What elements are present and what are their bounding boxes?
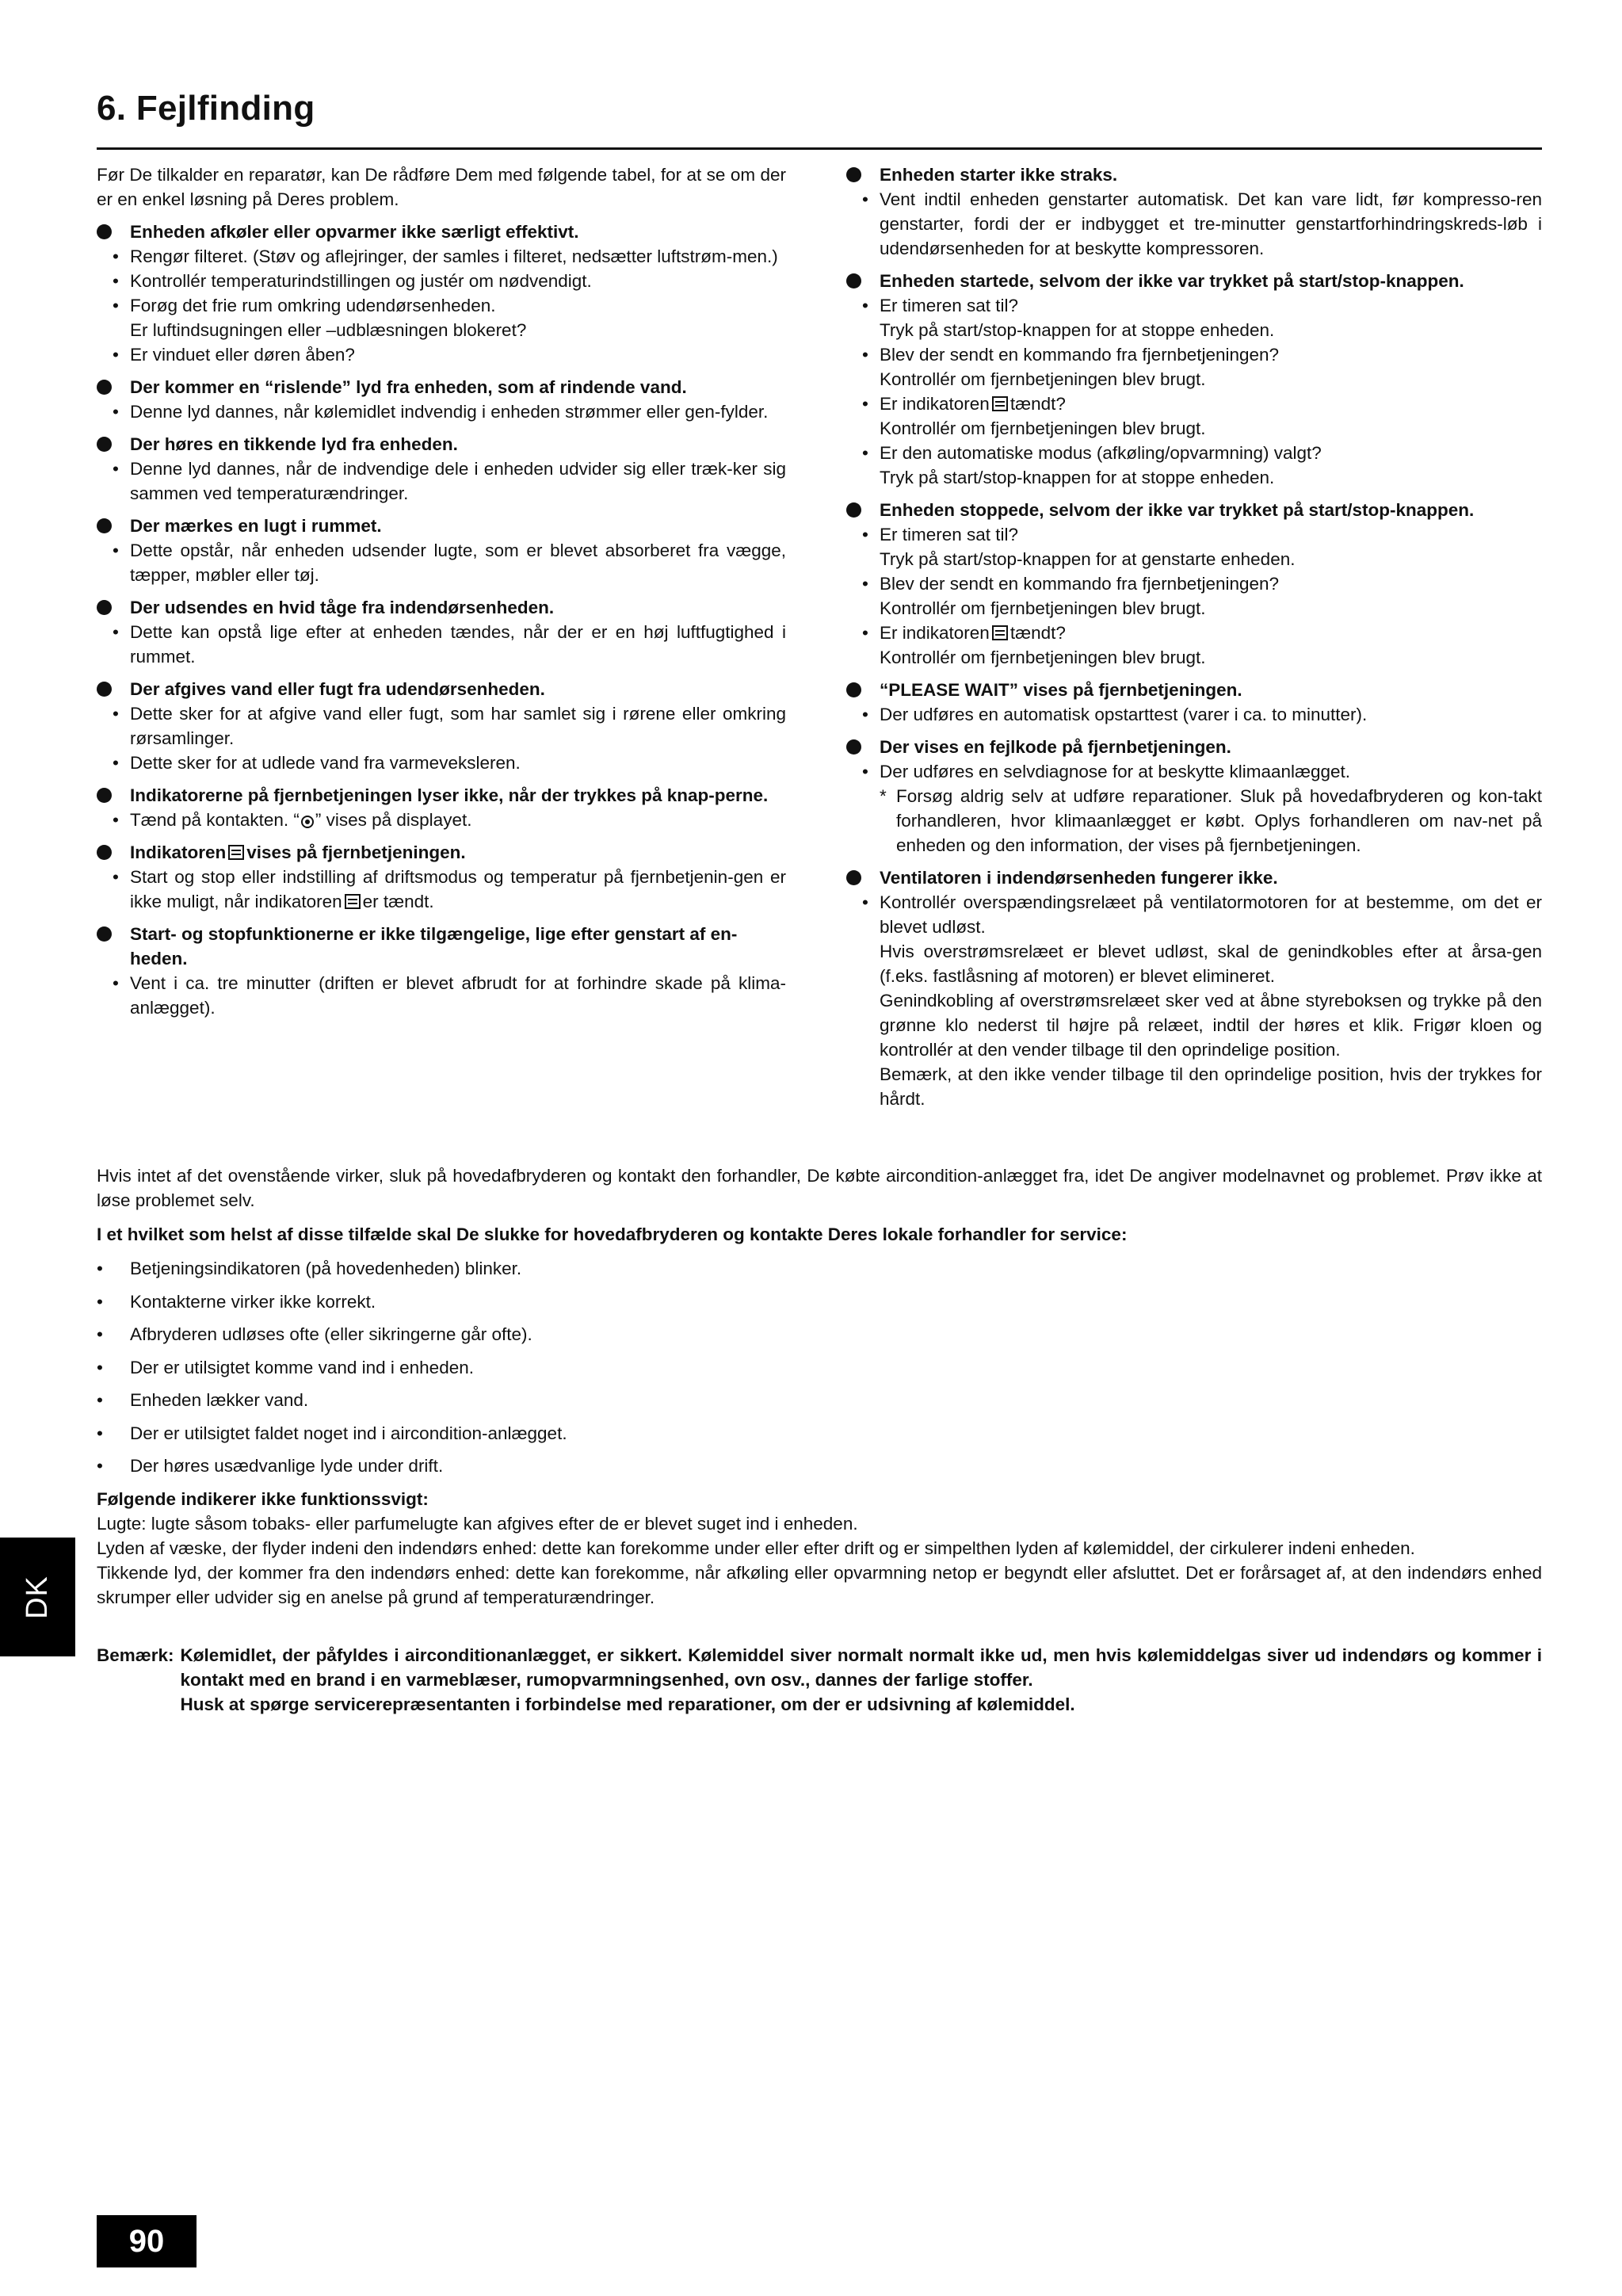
- remark-block: [97, 1643, 1542, 1717]
- bullet-dot-icon: [97, 600, 112, 615]
- section-heading: Der høres en tikkende lyd fra enheden.: [97, 432, 786, 457]
- normal-line: Lugte: lugte såsom tobaks- eller parfumelugte kan afgives efter de er blevet suget ind i enheden.: [97, 1513, 858, 1534]
- section-please-wait: [846, 678, 1542, 727]
- section-heading: Indikatoren vises på fjernbetjeningen.: [97, 840, 786, 865]
- section-heading: Ventilatoren i indendørsenheden fungerer ikke.: [846, 865, 1542, 890]
- right-column: [846, 162, 1542, 1119]
- language-tab: DK: [0, 1538, 75, 1656]
- filter-indicator-icon: [992, 625, 1008, 640]
- section-stopped-unexpectedly: [846, 498, 1542, 670]
- section-heading: Der mærkes en lugt i rummet.: [97, 514, 786, 538]
- bullet-dot-icon: [97, 926, 112, 942]
- list-item: • Kontrollér temperaturindstillingen og justér om nødvendigt.: [113, 271, 592, 291]
- item-continuation: Tryk på start/stop-knappen for at stoppe enheden.: [880, 468, 1275, 487]
- list-item: • Der høres usædvanlige lyde under drift.: [97, 1456, 444, 1476]
- section-heading: Enheden startede, selvom der ikke var trykket på start/stop-knappen.: [846, 269, 1542, 293]
- list-item: • Vent indtil enheden genstarter automatisk. Det kan vare lidt, før kompresso-ren genstarter, fordi der er indbygget et tre-minutter genstartforhindringskreds-løb i udendørsenheden for at beskytte kompressoren.: [862, 189, 1542, 258]
- item-continuation: Tryk på start/stop-knappen for at genstarte enheden.: [880, 549, 1296, 569]
- list-item: • Tænd på kontakten. “ ” vises på displayet.: [113, 810, 472, 830]
- bullet-dot-icon: [846, 870, 861, 885]
- filter-indicator-icon: [992, 396, 1008, 411]
- filter-indicator-icon: [345, 894, 361, 909]
- bullet-dot-icon: [97, 437, 112, 452]
- section-heading: Der kommer en “rislende” lyd fra enheden, som af rindende vand.: [97, 375, 786, 399]
- bottom-intro: Hvis intet af det ovenstående virker, sluk på hovedafbryderen og kontakt den forhandler, De købte aircondition-anlægget fra, idet De angiver modelnavnet og problemet. Prøv ikke at løse problemet selv.: [97, 1166, 1542, 1210]
- section-error-code: [846, 735, 1542, 858]
- section-heading: Start- og stopfunktionerne er ikke tilgængelige, lige efter genstart af en-heden.: [97, 922, 786, 971]
- list-item: • Dette opstår, når enheden udsender lugte, som er blevet absorberet fra vægge, tæpper, møbler eller tøj.: [113, 541, 786, 585]
- item-continuation: Bemærk, at den ikke vender tilbage til den oprindelige position, hvis der trykkes for hårdt.: [880, 1064, 1542, 1109]
- section-heading: Indikatorerne på fjernbetjeningen lyser ikke, når der trykkes på knap-perne.: [97, 783, 786, 808]
- list-item: • Er indikatoren tændt?: [862, 623, 1066, 643]
- section-not-start-immediately: [846, 162, 1542, 261]
- section-smell: [97, 514, 786, 587]
- section-fan-not-working: [846, 865, 1542, 1111]
- item-continuation: Genindkobling af overstrømsrelæet sker ved at åbne styreboksen og trykke på den grønne klo nederst til højre på relæet, indtil der høres et klik. Frigør kloen og kontrollér at den vender tilbage til den oprindelige position.: [880, 991, 1542, 1060]
- list-item: • Rengør filteret. (Støv og aflejringer, der samles i filteret, nedsætter luftstrøm-men.): [113, 246, 778, 266]
- normal-heading: Følgende indikerer ikke funktionssvigt:: [97, 1488, 429, 1509]
- list-item: • Der er utilsigtet komme vand ind i enheden.: [97, 1357, 474, 1377]
- list-item: • Vent i ca. tre minutter (driften er blevet afbrudt for at forhindre skade på klima-anlægget).: [113, 973, 786, 1018]
- section-indicator-shown: [97, 840, 786, 914]
- list-item: • Dette sker for at udlede vand fra varmeveksleren.: [113, 753, 521, 773]
- item-continuation: Hvis overstrømsrelæet er blevet udløst, skal de genindkobles efter at årsa-gen (f.eks. fastlåsning af motoren) er blevet elimineret.: [880, 942, 1542, 986]
- list-item: • Der udføres en automatisk opstarttest (varer i ca. to minutter).: [862, 705, 1368, 724]
- bullet-dot-icon: [97, 380, 112, 395]
- list-item: • Kontakterne virker ikke korrekt.: [97, 1291, 376, 1312]
- list-item: • Dette sker for at afgive vand eller fugt, som har samlet sig i rørene eller omkring rørsamlinger.: [113, 704, 786, 748]
- filter-indicator-icon: [228, 845, 244, 860]
- list-item: • Denne lyd dannes, når kølemidlet indvendig i enheden strømmer eller gen-fylder.: [113, 402, 769, 422]
- normal-line: Tikkende lyd, der kommer fra den indendørs enhed: dette kan forekomme, når afkøling eller opvarmning netop er begyndt eller afsluttet. Det er forårsaget af, at den indendørs enhed skrumper eller udvider sig en anelse på grund af temperaturændringer.: [97, 1562, 1542, 1607]
- normal-line: Lyden af væske, der flyder indeni den indendørs enhed: dette kan forekomme under eller efter drift og er simpelthen lyden af kølemiddel, der cirkulerer indeni enheden.: [97, 1538, 1415, 1558]
- list-item: • Blev der sendt en kommando fra fjernbetjeningen?: [862, 345, 1280, 365]
- list-item: • Er indikatoren tændt?: [862, 394, 1066, 414]
- section-white-mist: [97, 595, 786, 669]
- section-indicators-off: [97, 783, 786, 832]
- bullet-dot-icon: [846, 739, 861, 755]
- service-heading: I et hvilket som helst af disse tilfælde skal De slukke for hovedafbryderen og kontakte Deres lokale forhandler for service:: [97, 1224, 1128, 1244]
- bullet-dot-icon: [846, 502, 861, 518]
- page-number: 90: [97, 2215, 197, 2267]
- note-item: * Forsøg aldrig selv at udføre reparationer. Sluk på hovedafbryderen og kon-takt forhandleren, hvor klimaanlægget er købt. Oplys forhandleren om nav-net på enheden og den information, der vises på fjernbetjeningen.: [880, 786, 1542, 855]
- service-list: [97, 1256, 1542, 1478]
- list-item: • Der udføres en selvdiagnose for at beskytte klimaanlægget.: [862, 762, 1351, 781]
- power-on-icon: [301, 816, 314, 828]
- remark-text: Kølemidlet, der påfyldes i airconditionanlægget, er sikkert. Kølemiddel siver normalt normalt ikke ud, men hvis kølemiddelgas siver ud indendørs og kommer i kontakt med en brand i en varmeblæser, rumopvarmningsenhed, ovn osv., dannes der farlige stoffer.: [180, 1645, 1542, 1690]
- list-item: • Betjeningsindikatoren (på hovedenheden) blinker.: [97, 1259, 522, 1278]
- section-heading: Der vises en fejlkode på fjernbetjeningen.: [846, 735, 1542, 759]
- section-heading: Enheden starter ikke straks.: [846, 162, 1542, 187]
- bullet-dot-icon: [97, 788, 112, 803]
- section-ticking-sound: [97, 432, 786, 506]
- list-item: • Forøg det frie rum omkring udendørsenheden.: [113, 296, 496, 315]
- bullet-dot-icon: [97, 845, 112, 860]
- section-heading: Enheden stoppede, selvom der ikke var trykket på start/stop-knappen.: [846, 498, 1542, 522]
- section-start-stop-unavailable: [97, 922, 786, 1020]
- list-item: • Start og stop eller indstilling af driftsmodus og temperatur på fjernbetjenin-gen er ikke muligt, når indikatoren er tændt.: [113, 867, 786, 911]
- list-item: • Der er utilsigtet faldet noget ind i aircondition-anlægget.: [97, 1423, 567, 1443]
- list-item: • Er timeren sat til?: [862, 296, 1019, 315]
- page-title: 6. Fejlfinding: [97, 89, 315, 128]
- remark-text: Husk at spørge servicerepræsentanten i forbindelse med reparationer, om der er udsivning af kølemiddel.: [180, 1694, 1075, 1714]
- intro-text: Før De tilkalder en reparatør, kan De rådføre Dem med følgende tabel, for at se om der er en enkel løsning på Deres problem.: [97, 165, 786, 209]
- remark-label: Bemærk:: [97, 1645, 174, 1665]
- bottom-section: [97, 1163, 1542, 1717]
- list-item: • Afbryderen udløses ofte (eller sikringerne går ofte).: [97, 1324, 532, 1344]
- section-water-outdoor: [97, 677, 786, 775]
- item-continuation: Er luftindsugningen eller –udblæsningen blokeret?: [130, 320, 527, 340]
- list-item: • Blev der sendt en kommando fra fjernbetjeningen?: [862, 574, 1280, 594]
- title-rule: [97, 147, 1542, 150]
- item-continuation: Tryk på start/stop-knappen for at stoppe enheden.: [880, 320, 1275, 340]
- list-item: • Er timeren sat til?: [862, 525, 1019, 544]
- list-item: • Denne lyd dannes, når de indvendige dele i enheden udvider sig eller træk-ker sig sammen ved temperaturændringer.: [113, 459, 786, 503]
- bullet-dot-icon: [97, 224, 112, 239]
- item-continuation: Kontrollér om fjernbetjeningen blev brugt.: [880, 369, 1206, 389]
- bullet-dot-icon: [846, 167, 861, 182]
- left-column: [97, 162, 786, 1028]
- item-continuation: Kontrollér om fjernbetjeningen blev brugt.: [880, 418, 1206, 438]
- bullet-dot-icon: [846, 682, 861, 697]
- section-heading: Enheden afkøler eller opvarmer ikke særligt effektivt.: [97, 220, 786, 244]
- bullet-dot-icon: [97, 682, 112, 697]
- list-item: • Enheden lækker vand.: [97, 1390, 309, 1410]
- section-started-unexpectedly: [846, 269, 1542, 490]
- list-item: • Kontrollér overspændingsrelæet på ventilatormotoren for at bestemme, om det er blevet udløst.: [862, 892, 1542, 937]
- bullet-dot-icon: [846, 273, 861, 288]
- section-not-effective: [97, 220, 786, 367]
- bullet-dot-icon: [97, 518, 112, 533]
- section-heading: “PLEASE WAIT” vises på fjernbetjeningen.: [846, 678, 1542, 702]
- item-continuation: Kontrollér om fjernbetjeningen blev brugt.: [880, 648, 1206, 667]
- section-heading: Der afgives vand eller fugt fra udendørsenheden.: [97, 677, 786, 701]
- section-trickling-sound: [97, 375, 786, 424]
- list-item: • Er den automatiske modus (afkøling/opvarmning) valgt?: [862, 443, 1322, 463]
- section-heading: Der udsendes en hvid tåge fra indendørsenheden.: [97, 595, 786, 620]
- list-item: • Er vinduet eller døren åben?: [113, 345, 355, 365]
- item-continuation: Kontrollér om fjernbetjeningen blev brugt.: [880, 598, 1206, 618]
- list-item: • Dette kan opstå lige efter at enheden tændes, når der er en høj luftfugtighed i rummet.: [113, 622, 786, 667]
